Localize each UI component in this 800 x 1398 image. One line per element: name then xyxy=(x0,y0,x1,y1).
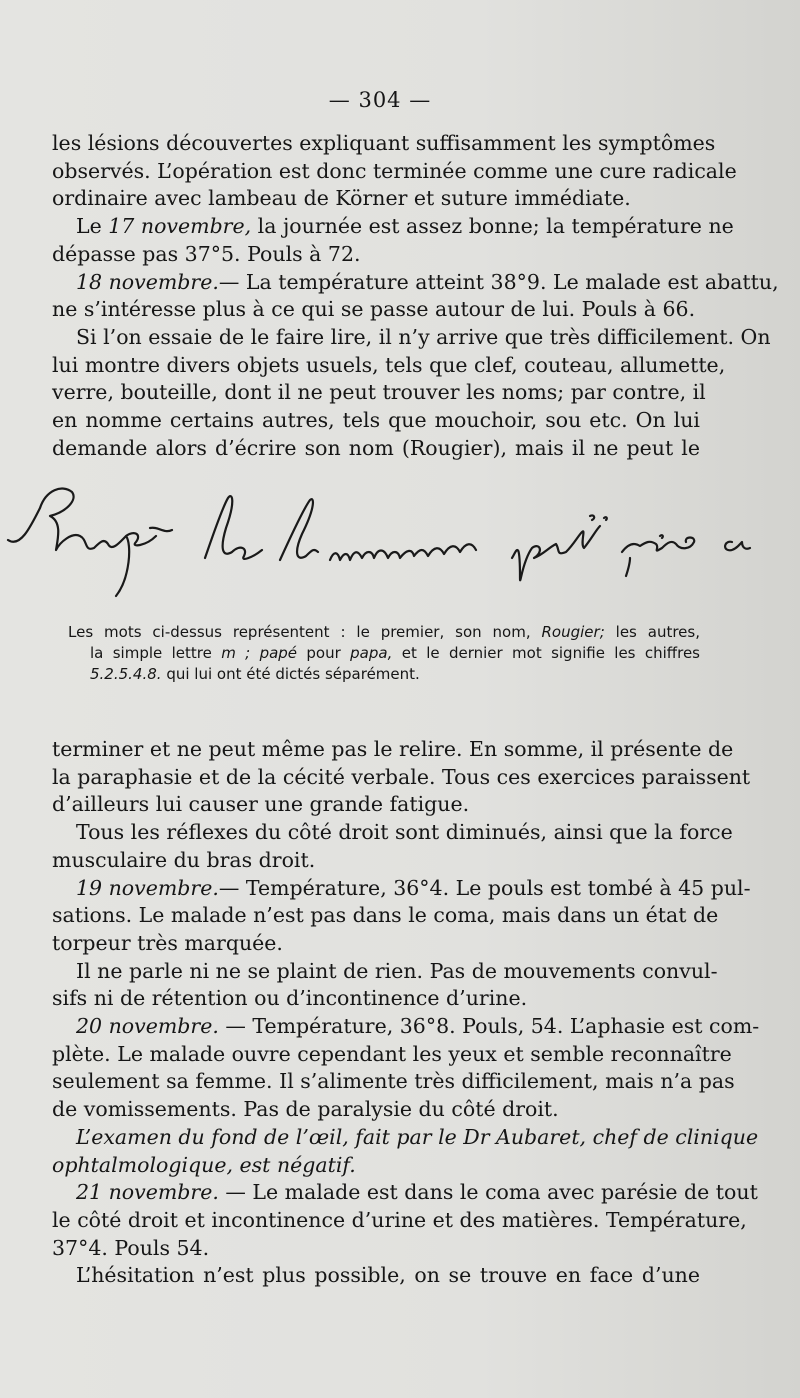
text-line: demande alors d’écrire son nom (Rougier), mais il ne peut le xyxy=(52,435,700,460)
handwriting-word-la-1 xyxy=(205,496,262,559)
text-line: 37°4. Pouls 54. xyxy=(52,1235,210,1260)
nov19-line xyxy=(52,875,751,903)
nov17-rest: la journée est assez bonne; la température ne xyxy=(251,214,734,239)
nov18-line xyxy=(52,269,779,297)
text-line: d’ailleurs lui causer une grande fatigue. xyxy=(52,792,470,817)
exam-line xyxy=(52,1152,700,1180)
exam-line xyxy=(52,1124,759,1152)
figure-caption xyxy=(68,622,700,685)
text-block-bottom xyxy=(52,736,760,1290)
caption-text: Les mots ci-dessus représentent : le premier, son nom, xyxy=(68,623,542,641)
caption-line xyxy=(68,664,700,685)
handwriting-word-rario xyxy=(622,535,694,576)
caption-line xyxy=(68,622,700,643)
handwriting-word-rougier xyxy=(8,489,172,596)
text-line: sifs ni de rétention ou d’incontinence d’urine. xyxy=(52,986,528,1011)
caption-italic: papa, xyxy=(350,644,393,662)
caption-italic: Rougier; xyxy=(541,623,605,641)
text-line: torpeur très marquée. xyxy=(52,930,283,955)
nov17-date: 17 novembre, xyxy=(108,214,252,239)
nov20-date: 20 novembre. xyxy=(76,1014,219,1039)
text-line: Tous les réflexes du côté droit sont diminués, ainsi que la force xyxy=(76,820,733,845)
handwriting-word-unamenan xyxy=(330,544,476,560)
text-line: la paraphasie et de la cécité verbale. Tous ces exercices paraissent xyxy=(52,764,751,789)
nov21-rest: — Le malade est dans le coma avec parésie de tout xyxy=(218,1180,758,1205)
nov21-date: 21 novembre. xyxy=(76,1180,219,1205)
text-line: Si l’on essaie de le faire lire, il n’y arrive que très difficilement. On xyxy=(76,324,771,349)
caption-text: la simple lettre xyxy=(90,644,222,662)
handwriting-word-a xyxy=(725,542,750,551)
page-number: — 304 — xyxy=(328,88,432,112)
caption-line xyxy=(68,643,700,664)
text-line: en nomme certains autres, tels que mouchoir, sou etc. On lui xyxy=(52,408,700,433)
text-line: terminer et ne peut même pas le relire. En somme, il présente de xyxy=(52,737,734,761)
text-line: dépasse pas 37°5. Pouls à 72. xyxy=(52,241,361,266)
nov18-date: 18 novembre. xyxy=(76,269,219,294)
text-line: de vomissements. Pas de paralysie du côté droit. xyxy=(52,1097,559,1122)
text-line: le côté droit et incontinence d’urine et des matières. Température, xyxy=(52,1207,747,1232)
text-line: L’hésitation n’est plus possible, on se trouve en face d’une xyxy=(76,1263,700,1288)
text-line: les lésions découvertes expliquant suffisamment les symptômes xyxy=(52,131,716,155)
caption-text: les autres, xyxy=(604,623,700,641)
caption-text: et le dernier mot signifie les chiffres xyxy=(392,644,700,662)
text-block-top xyxy=(52,130,779,462)
handwriting-word-papie xyxy=(512,515,607,580)
text-line: observés. L’opération est donc terminée comme une cure radicale xyxy=(52,158,737,183)
text-line: ordinaire avec lambeau de Körner et suture immédiate. xyxy=(52,186,631,211)
text-line: lui montre divers objets usuels, tels que clef, couteau, allumette, xyxy=(52,352,726,377)
nov19-date: 19 novembre. xyxy=(76,875,219,900)
caption-text: qui lui ont été dictés séparément. xyxy=(161,665,420,683)
text-line: musculaire du bras droit. xyxy=(52,847,316,872)
nov21-line xyxy=(52,1179,758,1207)
nov20-rest: — Température, 36°8. Pouls, 54. L’aphasie est com- xyxy=(218,1014,760,1039)
text-line: sations. Le malade n’est pas dans le coma, mais dans un état de xyxy=(52,903,719,928)
exam-italic: L’examen du fond de l’œil, fait par le Dr Aubaret, chef de clinique xyxy=(76,1124,759,1149)
nov19-rest: — Température, 36°4. Le pouls est tombé à 45 pul- xyxy=(218,875,751,900)
text-line: Il ne parle ni ne se plaint de rien. Pas de mouvements convul- xyxy=(76,958,718,983)
caption-text: pour xyxy=(297,644,351,662)
text-line: ne s’intéresse plus à ce qui se passe autour de lui. Pouls à 66. xyxy=(52,297,696,322)
caption-italic: 5.2.5.4.8. xyxy=(90,665,162,683)
handwriting-word-la-2 xyxy=(280,499,318,560)
caption-italic: m ; papé xyxy=(221,644,298,662)
handwriting-sample xyxy=(0,478,800,598)
nov20-line xyxy=(52,1013,760,1041)
nov17-line xyxy=(52,213,734,241)
nov17-prefix: Le xyxy=(76,214,109,239)
text-line: plète. Le malade ouvre cependant les yeux et semble reconnaître xyxy=(52,1041,732,1066)
nov18-rest: — La température atteint 38°9. Le malade est abattu, xyxy=(218,269,779,294)
text-line: verre, bouteille, dont il ne peut trouver les noms; par contre, il xyxy=(52,380,706,405)
exam-italic: ophtalmologique, est négatif. xyxy=(52,1152,356,1177)
text-line: seulement sa femme. Il s’alimente très difficilement, mais n’a pas xyxy=(52,1069,735,1094)
